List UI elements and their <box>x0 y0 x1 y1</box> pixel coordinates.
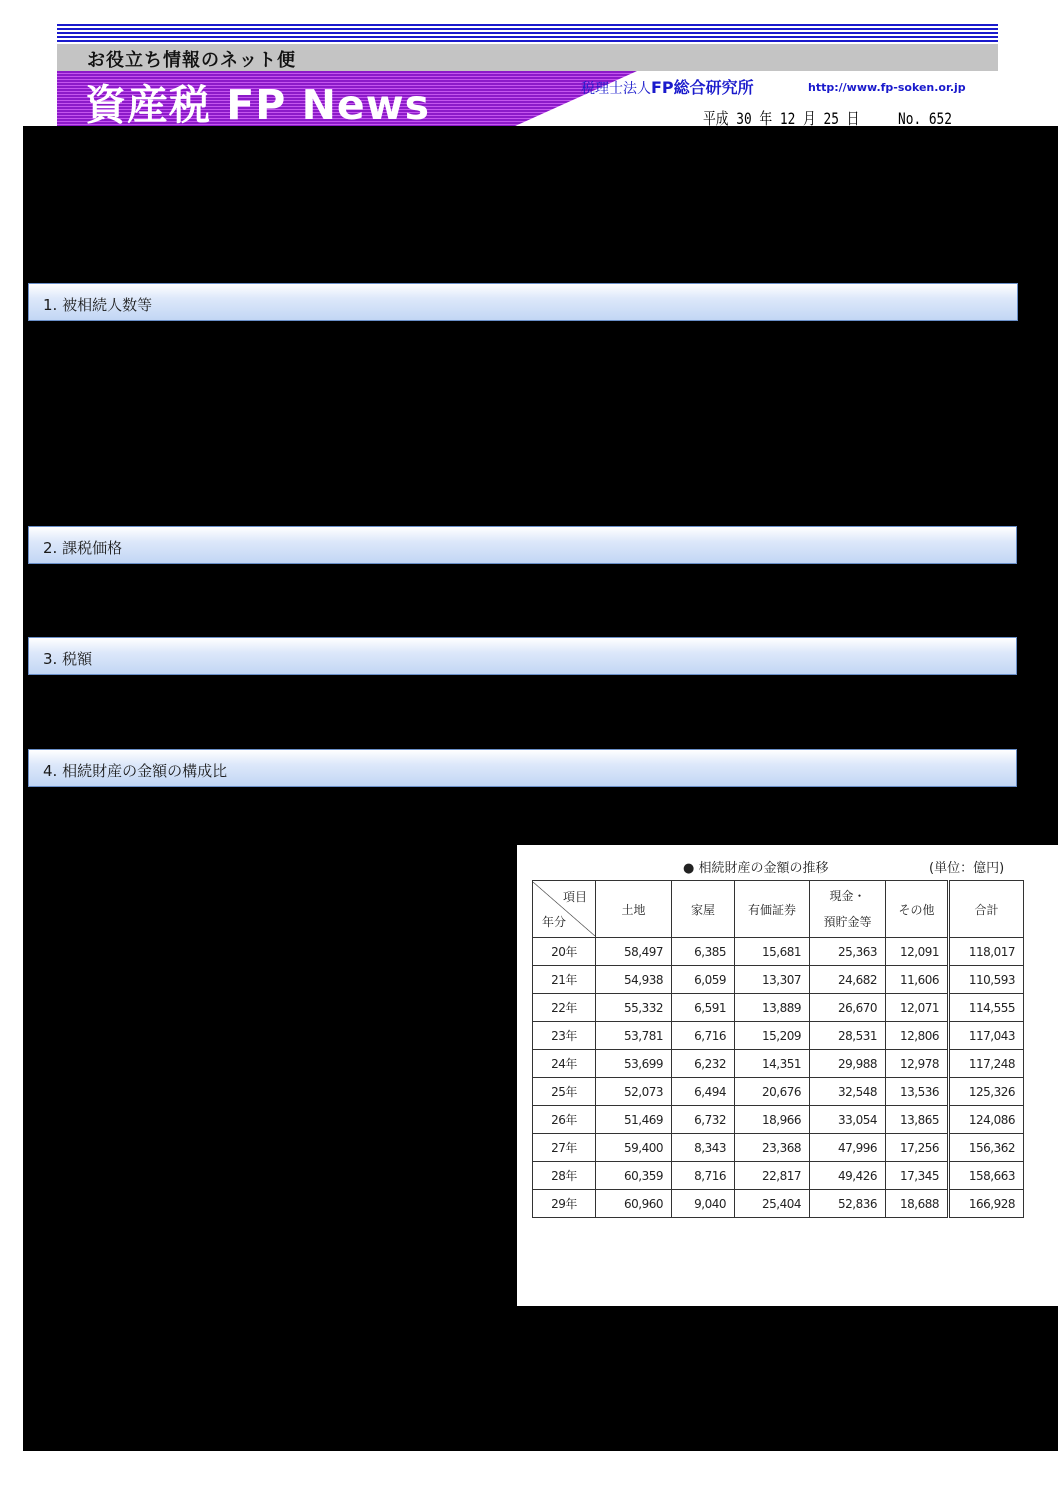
securities-cell: 15,209 <box>735 1022 810 1050</box>
other-cell: 13,536 <box>886 1078 949 1106</box>
org-name: FP総合研究所 <box>651 78 754 97</box>
cash-cell: 25,363 <box>810 938 886 966</box>
house-cell: 6,059 <box>672 966 735 994</box>
year-cell: 25年 <box>533 1078 596 1106</box>
other-cell: 17,256 <box>886 1134 949 1162</box>
total-cell: 118,017 <box>949 938 1024 966</box>
cash-cell: 32,548 <box>810 1078 886 1106</box>
table-body <box>533 938 1024 1218</box>
securities-cell: 13,889 <box>735 994 810 1022</box>
table-row <box>533 1190 1024 1218</box>
house-cell: 9,040 <box>672 1190 735 1218</box>
table-row <box>533 1022 1024 1050</box>
year-cell: 21年 <box>533 966 596 994</box>
table-row <box>533 966 1024 994</box>
table-row <box>533 1106 1024 1134</box>
issue-number: No. 652 <box>898 109 952 128</box>
cash-cell: 33,054 <box>810 1106 886 1134</box>
total-cell: 156,362 <box>949 1134 1024 1162</box>
cash-cell: 28,531 <box>810 1022 886 1050</box>
total-cell: 158,663 <box>949 1162 1024 1190</box>
cash-cell: 24,682 <box>810 966 886 994</box>
column-header-other: その他 <box>886 881 949 938</box>
year-cell: 24年 <box>533 1050 596 1078</box>
land-cell: 60,960 <box>596 1190 672 1218</box>
section-2-title: 2. 課税価格 <box>43 539 123 557</box>
land-cell: 53,781 <box>596 1022 672 1050</box>
house-cell: 6,732 <box>672 1106 735 1134</box>
table-row <box>533 938 1024 966</box>
section-4-title: 4. 相続財産の金額の構成比 <box>43 762 228 780</box>
land-cell: 52,073 <box>596 1078 672 1106</box>
section-3-header <box>28 637 1017 675</box>
section-2-header <box>28 526 1017 564</box>
house-cell: 8,716 <box>672 1162 735 1190</box>
newsletter-title: 資産税 FP News <box>85 81 431 129</box>
cash-cell: 47,996 <box>810 1134 886 1162</box>
other-cell: 12,806 <box>886 1022 949 1050</box>
other-cell: 12,071 <box>886 994 949 1022</box>
corner-label-year: 年分 <box>542 915 567 929</box>
land-cell: 51,469 <box>596 1106 672 1134</box>
year-cell: 22年 <box>533 994 596 1022</box>
total-cell: 124,086 <box>949 1106 1024 1134</box>
corner-diagonal <box>533 882 595 936</box>
other-cell: 13,865 <box>886 1106 949 1134</box>
total-cell: 117,043 <box>949 1022 1024 1050</box>
inheritance-assets-table-panel <box>517 845 1058 1306</box>
section-4-header <box>28 749 1017 787</box>
org-prefix: 税理士法人 <box>581 81 651 97</box>
land-cell: 59,400 <box>596 1134 672 1162</box>
column-header-cash <box>810 881 886 938</box>
land-cell: 53,699 <box>596 1050 672 1078</box>
year-cell: 27年 <box>533 1134 596 1162</box>
cash-cell: 49,426 <box>810 1162 886 1190</box>
cash-cell: 26,670 <box>810 994 886 1022</box>
website-url[interactable]: http://www.fp-soken.or.jp <box>808 81 966 94</box>
year-cell: 28年 <box>533 1162 596 1190</box>
issue-date: 平成 30 年 12 月 25 日 <box>703 109 860 128</box>
inheritance-assets-table <box>532 880 1024 1218</box>
year-cell: 26年 <box>533 1106 596 1134</box>
section-3-title: 3. 税額 <box>43 650 93 668</box>
other-cell: 17,345 <box>886 1162 949 1190</box>
house-cell: 6,232 <box>672 1050 735 1078</box>
land-cell: 58,497 <box>596 938 672 966</box>
land-cell: 54,938 <box>596 966 672 994</box>
table-unit: (単位：億円) <box>929 861 1005 876</box>
securities-cell: 13,307 <box>735 966 810 994</box>
securities-cell: 23,368 <box>735 1134 810 1162</box>
securities-cell: 25,404 <box>735 1190 810 1218</box>
house-cell: 6,385 <box>672 938 735 966</box>
header-rules <box>57 24 998 44</box>
year-cell: 29年 <box>533 1190 596 1218</box>
column-header-house: 家屋 <box>672 881 735 938</box>
house-cell: 8,343 <box>672 1134 735 1162</box>
table-header-row <box>533 881 1024 938</box>
table-row <box>533 1078 1024 1106</box>
other-cell: 12,978 <box>886 1050 949 1078</box>
cash-cell: 52,836 <box>810 1190 886 1218</box>
total-cell: 114,555 <box>949 994 1024 1022</box>
column-header-cash-line1: 現金・ <box>829 889 866 903</box>
other-cell: 11,606 <box>886 966 949 994</box>
table-row <box>533 1134 1024 1162</box>
securities-cell: 18,966 <box>735 1106 810 1134</box>
column-header-land: 土地 <box>596 881 672 938</box>
securities-cell: 15,681 <box>735 938 810 966</box>
section-1-title: 1. 被相続人数等 <box>43 296 153 314</box>
house-cell: 6,494 <box>672 1078 735 1106</box>
table-row <box>533 994 1024 1022</box>
other-cell: 18,688 <box>886 1190 949 1218</box>
corner-label-item: 項目 <box>562 890 587 904</box>
total-cell: 166,928 <box>949 1190 1024 1218</box>
newsletter-header <box>57 24 998 129</box>
house-cell: 6,716 <box>672 1022 735 1050</box>
land-cell: 55,332 <box>596 994 672 1022</box>
table-row <box>533 1162 1024 1190</box>
total-cell: 117,248 <box>949 1050 1024 1078</box>
cash-cell: 29,988 <box>810 1050 886 1078</box>
total-cell: 125,326 <box>949 1078 1024 1106</box>
table-row <box>533 1050 1024 1078</box>
section-1-header <box>28 283 1018 321</box>
total-cell: 110,593 <box>949 966 1024 994</box>
year-cell: 23年 <box>533 1022 596 1050</box>
year-cell: 20年 <box>533 938 596 966</box>
column-header-securities: 有価証券 <box>735 881 810 938</box>
column-header-cash-line2: 預貯金等 <box>823 915 872 929</box>
issue-date-line <box>703 106 952 129</box>
column-header-total: 合計 <box>949 881 1024 938</box>
securities-cell: 14,351 <box>735 1050 810 1078</box>
table-caption: ● 相続財産の金額の推移 <box>683 861 829 876</box>
corner-header-cell <box>533 881 596 938</box>
organization-name <box>581 75 754 98</box>
securities-cell: 22,817 <box>735 1162 810 1190</box>
other-cell: 12,091 <box>886 938 949 966</box>
newsletter-subtitle: お役立ち情報のネット便 <box>87 50 296 71</box>
securities-cell: 20,676 <box>735 1078 810 1106</box>
subtitle-bar <box>57 44 998 71</box>
land-cell: 60,359 <box>596 1162 672 1190</box>
house-cell: 6,591 <box>672 994 735 1022</box>
